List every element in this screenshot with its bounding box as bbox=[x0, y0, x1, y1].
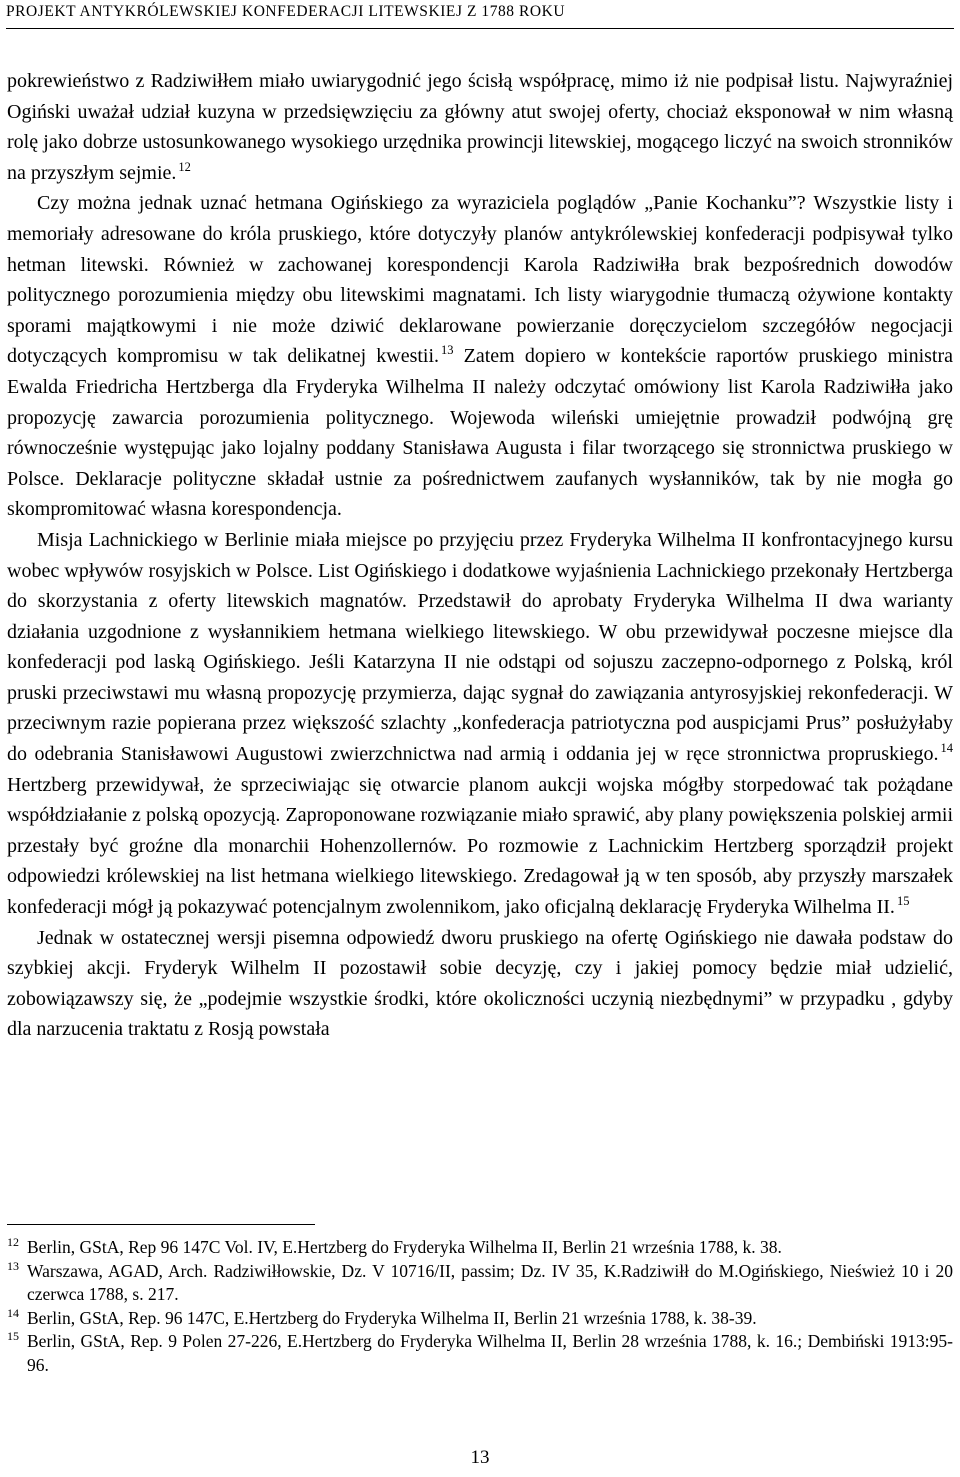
footnote-15: 15 Berlin, GStA, Rep. 9 Polen 27-226, E.Hertzberg do Fryderyka Wilhelma II, Berlin 28 września 1788, k. 16.; Dembiński 1913:95-96. bbox=[7, 1329, 953, 1375]
footnotes bbox=[7, 1236, 953, 1377]
paragraph-3-text-b: Hertzberg przewidywał, że sprzeciwiając się otwarcie planom aukcji wojska mógłby storpedować tak pożądane współdziałanie z polską opozycją. Zaproponowane rozwiązanie miało sprawić, aby plany powiększenia polskiej armii przestały być groźne dla monarchii Hohenzollernów. Po rozmowie z Lachnickim Hertzberg sporządził projekt odpowiedzi królewskiej na list hetmana wielkiego litewskiego. Zredagował ją w ten sposób, aby przyszły marszałek konfederacji mógł ją pokazywać potencjalnym zwolennikom, jako oficjalną deklarację Fryderyka Wilhelma II. bbox=[7, 773, 953, 919]
header-rule bbox=[6, 28, 954, 29]
footnote-ref-12[interactable]: 12 bbox=[178, 159, 191, 174]
footnote-text: Berlin, GStA, Rep 96 147C Vol. IV, E.Hertzberg do Fryderyka Wilhelma II, Berlin 21 września 1788, k. 38. bbox=[27, 1237, 782, 1257]
paragraph-4 bbox=[7, 923, 953, 1045]
paragraph-2-text-b: Zatem dopiero w kontekście raportów pruskiego ministra Ewalda Friedricha Hertzberga dla Fryderyka Wilhelma II należy odczytać omówiony list Karola Radziwiłła jako propozycję zawarcia porozumienia politycznego. Wojewoda wileński umiejętnie prowadził podwójną grę równocześnie występując jako lojalny poddany Stanisława Augusta i filar tworzącego się stronnictwa pruskiego w Polsce. Deklaracje polityczne składał ustnie za pośrednictwem zaufanych wysłanników, tak by nie mogła go skompromitować własna korespondencja. bbox=[7, 345, 954, 521]
footnote-ref-15[interactable]: 15 bbox=[896, 893, 910, 908]
footnote-ref-14[interactable]: 14 bbox=[940, 740, 953, 755]
footnote-ref-13[interactable]: 13 bbox=[441, 343, 454, 358]
paragraph-1 bbox=[7, 66, 953, 188]
body-text bbox=[7, 66, 953, 1045]
paragraph-1-text: pokrewieństwo z Radziwiłłem miało uwiarygodnić jego ścisłą współpracę, mimo iż nie podpisał listu. Najwyraźniej Ogiński uważał udział kuzyna w przedsięwzięciu za główny atut swojej oferty, chociaż eksponował w nim własną rolę jako dobrze ustosunkowanego wysokiego urzędnika prowincji litewskiej, mogącego liczyć na swoich stronników na przyszłym sejmie. bbox=[7, 70, 953, 184]
running-header: PROJEKT ANTYKRÓLEWSKIEJ KONFEDERACJI LITEWSKIEJ Z 1788 ROKU bbox=[6, 3, 566, 20]
paragraph-3-text-a: Misja Lachnickiego w Berlinie miała miejsce po przyjęciu przez Fryderyka Wilhelma II konfrontacyjnego kursu wobec wpływów rosyjskich w Polsce. List Ogińskiego i dodatkowe wyjaśnienia Lachnickiego przekonały Hertzberga do skorzystania z oferty litewskich magnatów. Przedstawił do aprobaty Fryderyka Wilhelma II dwa warianty działania uzgodnione z wysłannikiem hetmana wielkiego litewskiego. W obu przewidywał poczesne miejsce dla konfederacji pod laską Ogińskiego. Jeśli Katarzyna II nie odstąpi od sojuszu zaczepno-odpornego z Polską, król pruski przeciwstawi mu własną propozycję przymierza, dając sygnał do zawiązania antyrosyjskiej rekonfederacji. W przeciwnym razie popierana przez większość szlachty „konfederacja patriotyczna pod auspicjami Prus” posłużyłaby do odebrania Stanisławowi Augustowi zwierzchnictwa nad armią i oddania jej w ręce stronnictwa propruskiego. bbox=[7, 528, 953, 766]
page-number: 13 bbox=[470, 1447, 490, 1468]
footnote-separator bbox=[7, 1224, 315, 1225]
paragraph-4-text: Jednak w ostatecznej wersji pisemna odpowiedź dworu pruskiego na ofertę Ogińskiego nie dawała podstaw do szybkiej akcji. Fryderyk Wilhelm II pozostawił sobie decyzję, czy i jakiej pomocy będzie miał udzielić, zobowiązawszy się, że „podejmie wszystkie środki, które okoliczności uczynią niezbędnymi” w przypadku , gdyby dla narzucenia traktatu z Rosją powstała bbox=[7, 926, 953, 1041]
footnote-text: Warszawa, AGAD, Arch. Radziwiłłowskie, Dz. V 10716/II, passim; Dz. IV 35, K.Radziwiłł do M.Ogińskiego, Nieśwież 10 i 20 czerwca 1788, s. 217. bbox=[27, 1260, 953, 1304]
paragraph-2-text-a: Czy można jednak uznać hetmana Ogińskiego za wyraziciela poglądów „Panie Kochanku”? Wszystkie listy i memoriały adresowane do króla pruskiego, które dotyczyły planów antykrólewskiej konfederacji podpisywał tylko hetman litewski. Również w zachowanej korespondencji Karola Radziwiłła brak bezpośrednich dowodów politycznego porozumienia między obu litewskimi magnatami. Ich listy wiarygodnie tłumaczą ożywione kontakty sporami majątkowymi i nie może dziwić deklarowane powierzanie doręczycielom szczegółów negocjacji dotyczących kompromisu w tak delikatnej kwestii. bbox=[7, 192, 953, 368]
paragraph-2 bbox=[7, 188, 953, 525]
footnote-text: Berlin, GStA, Rep. 96 147C, E.Hertzberg do Fryderyka Wilhelma II, Berlin 21 września 1788, k. 38-39. bbox=[27, 1307, 757, 1328]
footnote-12: 12 Berlin, GStA, Rep 96 147C Vol. IV, E.Hertzberg do Fryderyka Wilhelma II, Berlin 21 września 1788, k. 38. bbox=[7, 1235, 782, 1257]
footnote-13: 13 Warszawa, AGAD, Arch. Radziwiłłowskie, Dz. V 10716/II, passim; Dz. IV 35, K.Radziwiłł do M.Ogińskiego, Nieśwież 10 i 20 czerwca 1788, s. 217. bbox=[7, 1258, 953, 1304]
footnote-14: 14 Berlin, GStA, Rep. 96 147C, E.Hertzberg do Fryderyka Wilhelma II, Berlin 21 września 1788, k. 38-39. bbox=[7, 1305, 757, 1328]
footnote-text: Berlin, GStA, Rep. 9 Polen 27-226, E.Hertzberg do Fryderyka Wilhelma II, Berlin 28 września 1788, k. 16.; Dembiński 1913:95-96. bbox=[27, 1331, 953, 1375]
paragraph-3 bbox=[7, 525, 953, 923]
